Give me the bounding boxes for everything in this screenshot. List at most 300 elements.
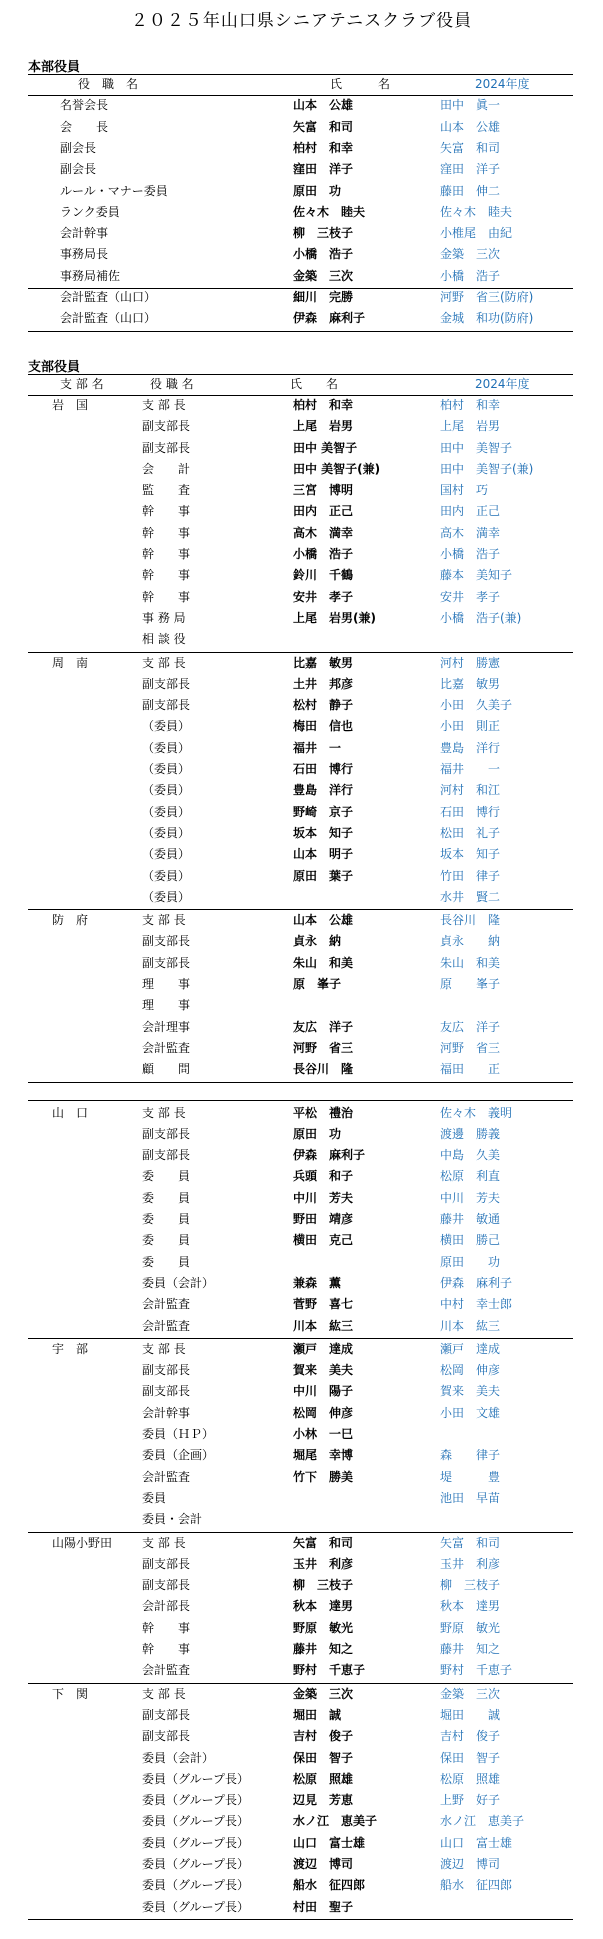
name-cell: 原田 葉子: [293, 868, 354, 883]
table-row: [0, 523, 603, 544]
table-row: [0, 1769, 603, 1790]
prev-cell: 友広 洋子: [440, 1019, 501, 1034]
name-cell: 松村 静子: [293, 698, 354, 713]
role-cell: 会 長: [60, 119, 109, 134]
table-row: [0, 308, 603, 329]
table-row: [0, 1230, 603, 1251]
role-cell: （委員）: [142, 740, 191, 755]
prev-cell: 小橋 浩子: [440, 268, 501, 283]
prev-cell: 石田 博行: [440, 804, 501, 819]
prev-cell: 水井 賢二: [440, 889, 501, 904]
prev-cell: 貞永 納: [440, 934, 501, 949]
role-cell: 副支部長: [142, 1148, 191, 1163]
role-cell: 副支部長: [142, 440, 191, 455]
name-cell: 矢富 和司: [293, 119, 354, 134]
name-cell: 村田 聖子: [293, 1899, 354, 1914]
table-row: [0, 802, 603, 823]
prev-cell: 田中 美智子: [440, 440, 513, 455]
header-prev: 2024年度: [475, 77, 530, 91]
name-cell: 窪田 洋子: [293, 162, 354, 177]
prev-cell: 竹田 律子: [440, 868, 501, 883]
role-cell: 会計部長: [142, 1599, 191, 1614]
role-cell: 支 部 長: [142, 913, 186, 928]
name-cell: 長谷川 隆: [293, 1062, 354, 1077]
prev-cell: 賀来 美夫: [440, 1384, 501, 1399]
role-cell: 副支部長: [142, 676, 191, 691]
prev-cell: 高木 満幸: [440, 525, 501, 540]
table-row: [0, 117, 603, 138]
role-cell: （委員）: [142, 719, 191, 734]
name-cell: 伊森 麻利子: [293, 311, 366, 326]
role-cell: （委員）: [142, 847, 191, 862]
name-cell: 福井 一: [293, 740, 342, 755]
branch-cell: 周 南: [52, 655, 89, 670]
role-cell: 幹 事: [142, 547, 191, 561]
prev-cell: 佐々木 義明: [440, 1105, 513, 1120]
branch-cell: 宇 部: [52, 1341, 89, 1356]
role-cell: 理 事: [142, 977, 191, 991]
table-row: [0, 159, 603, 180]
role-cell: 副支部長: [142, 1556, 191, 1571]
name-cell: 山本 公雄: [293, 98, 354, 113]
name-cell: 平松 禮治: [293, 1105, 354, 1120]
prev-cell: 小橋 浩子(兼): [440, 610, 522, 625]
table-row: [0, 1833, 603, 1854]
table-row: [0, 1166, 603, 1187]
role-cell: 支 部 長: [142, 1341, 186, 1356]
prev-cell: 金築 三次: [440, 1686, 501, 1701]
role-cell: 委員（グループ長）: [142, 1878, 250, 1893]
table-row: [0, 1811, 603, 1832]
prev-cell: 野原 敏光: [440, 1620, 501, 1635]
name-cell: 山本 明子: [293, 847, 354, 862]
name-cell: 坂本 知子: [293, 825, 354, 840]
prev-cell: 松田 礼子: [440, 825, 501, 840]
prev-cell: 国村 巧: [440, 483, 489, 498]
role-cell: 委員: [142, 1490, 167, 1505]
role-cell: 支 部 長: [142, 1535, 186, 1550]
name-cell: 玉井 利彦: [293, 1556, 354, 1571]
table-row: [0, 1554, 603, 1575]
name-cell: 貞永 納: [293, 934, 342, 949]
prev-cell: 水ノ江 恵美子: [440, 1814, 525, 1829]
name-cell: 佐々木 睦夫: [293, 204, 366, 219]
table-row: [0, 1445, 603, 1466]
name-cell: 船水 征四郎: [293, 1878, 366, 1893]
table-row: [0, 438, 603, 459]
group-rule: [28, 1082, 573, 1083]
prev-cell: 藤田 伸二: [440, 183, 501, 198]
role-cell: 委員（会計）: [142, 1275, 215, 1290]
table-row: [0, 1017, 603, 1038]
name-cell: 松岡 伸彦: [293, 1405, 354, 1420]
table-row: [0, 887, 603, 908]
table-row: [0, 266, 603, 287]
prev-cell: 坂本 知子: [440, 847, 501, 862]
role-cell: ルール・マナー委員: [60, 183, 168, 198]
role-cell: 事務局補佐: [60, 268, 121, 283]
prev-cell: 伊森 麻利子: [440, 1275, 513, 1290]
prev-cell: 窪田 洋子: [440, 162, 501, 177]
name-cell: 兼森 薫: [293, 1275, 342, 1290]
table-row: [0, 974, 603, 995]
role-cell: 委員（グループ長）: [142, 1857, 250, 1871]
name-cell: 鈴川 千鶴: [293, 568, 354, 583]
table-row: [0, 1403, 603, 1424]
role-cell: 委員（企画）: [142, 1448, 215, 1463]
prev-cell: 堀田 誠: [440, 1707, 501, 1722]
header-role: 役 職 名: [150, 376, 194, 391]
table-row: [0, 287, 603, 308]
name-cell: 秋本 達男: [293, 1599, 354, 1614]
name-cell: 中川 陽子: [293, 1384, 354, 1399]
table-row: [0, 1424, 603, 1445]
role-cell: 副支部長: [142, 419, 191, 434]
prev-cell: 柳 三枝子: [440, 1578, 501, 1593]
role-cell: 幹 事: [142, 589, 191, 604]
table-row: [0, 565, 603, 586]
role-cell: 委 員: [142, 1169, 191, 1184]
name-cell: 柏村 和幸: [293, 397, 354, 412]
role-cell: 会 計: [142, 461, 191, 476]
table-row: [0, 1897, 603, 1918]
prev-cell: 秋本 達男: [440, 1599, 501, 1614]
name-cell: 細川 完勝: [293, 290, 354, 304]
role-cell: 名誉会長: [60, 98, 109, 113]
table-row: [0, 995, 603, 1016]
prev-cell: 長谷川 隆: [440, 913, 501, 928]
prev-cell: 豊島 洋行: [440, 740, 501, 755]
role-cell: 副支部長: [142, 934, 191, 949]
table-row: [0, 459, 603, 480]
table-row: [0, 1790, 603, 1811]
name-cell: 辺見 芳恵: [293, 1793, 354, 1808]
role-cell: 副支部長: [142, 955, 191, 970]
role-cell: 幹 事: [142, 525, 191, 540]
prev-cell: 金城 和功(防府): [440, 311, 534, 326]
name-cell: 松原 照雄: [293, 1771, 354, 1786]
group-rule: [28, 1919, 573, 1920]
prev-cell: 河村 勝憲: [440, 655, 501, 670]
role-cell: 会計監査: [142, 1663, 191, 1678]
name-cell: 金築 三次: [293, 1686, 354, 1701]
name-cell: 竹下 勝美: [293, 1469, 354, 1484]
name-cell: 中川 芳夫: [293, 1190, 354, 1205]
role-cell: 事 務 局: [142, 610, 186, 625]
name-cell: 堀田 誠: [293, 1707, 342, 1722]
prev-cell: 柏村 和幸: [440, 397, 501, 412]
branch-cell: 岩 国: [52, 397, 89, 412]
role-cell: 副支部長: [142, 1126, 191, 1141]
table-row: [0, 1059, 603, 1080]
name-cell: 堀尾 幸博: [293, 1448, 354, 1463]
role-cell: （委員）: [142, 783, 191, 798]
table-row: [0, 1273, 603, 1294]
name-cell: 高木 満幸: [293, 525, 354, 540]
prev-cell: 山本 公雄: [440, 119, 501, 134]
table-row: [0, 780, 603, 801]
role-cell: 会計監査: [142, 1469, 191, 1484]
table-row: [0, 1103, 603, 1124]
role-cell: 顧 問: [142, 1062, 191, 1077]
branch-cell: 防 府: [52, 913, 89, 928]
role-cell: 会計監査: [142, 1297, 191, 1312]
name-cell: 田中 美智子: [293, 440, 358, 455]
role-cell: 会計幹事: [142, 1405, 191, 1420]
role-cell: 幹 事: [142, 1620, 191, 1635]
role-cell: 副支部長: [142, 1384, 191, 1399]
prev-cell: 玉井 利彦: [440, 1556, 501, 1571]
shibu-heading: 支部役員: [28, 359, 81, 375]
prev-cell: 朱山 和美: [440, 955, 501, 970]
table-row: [0, 910, 603, 931]
table-row: [0, 1618, 603, 1639]
prev-cell: 安井 孝子: [440, 589, 501, 604]
table-row: [0, 695, 603, 716]
table-row: [0, 480, 603, 501]
prev-cell: 山口 富士雄: [440, 1835, 513, 1850]
name-cell: 上尾 岩男(兼): [293, 610, 376, 625]
branch-cell: 山陽小野田: [52, 1535, 113, 1550]
branch-cell: 下 関: [52, 1686, 89, 1701]
role-cell: （委員）: [142, 889, 191, 904]
prev-cell: 比嘉 敏男: [440, 676, 501, 691]
role-cell: ランク委員: [60, 204, 120, 219]
table-row: [0, 674, 603, 695]
name-cell: 上尾 岩男: [293, 419, 354, 434]
table-row: [0, 1684, 603, 1705]
table-row: [0, 1660, 603, 1681]
name-cell: 比嘉 敏男: [293, 655, 354, 670]
name-cell: 柳 三枝子: [293, 1578, 354, 1593]
name-cell: 賀来 美夫: [293, 1363, 354, 1378]
honbu-heading: 本部役員: [28, 60, 81, 75]
prev-cell: 藤井 敏通: [440, 1212, 501, 1226]
table-row: [0, 1488, 603, 1509]
table-row: [0, 844, 603, 865]
table-row: [0, 587, 603, 608]
group-rule: [28, 1100, 573, 1101]
table-row: [0, 1509, 603, 1530]
name-cell: 安井 孝子: [293, 589, 354, 604]
role-cell: 委員（ＨＰ）: [142, 1427, 215, 1441]
name-cell: 柏村 和幸: [293, 140, 354, 155]
name-cell: 菅野 喜七: [293, 1297, 354, 1312]
role-cell: 委員（グループ長）: [142, 1793, 250, 1808]
role-cell: 副支部長: [142, 698, 191, 713]
table-row: [0, 244, 603, 265]
table-row: [0, 759, 603, 780]
table-row: [0, 1875, 603, 1896]
role-cell: 副支部長: [142, 1578, 191, 1593]
page-title: ２０２５年山口県シニアテニスクラブ役員: [130, 11, 473, 31]
prev-cell: 松原 照雄: [440, 1771, 501, 1786]
name-cell: 野原 敏光: [293, 1620, 354, 1635]
prev-cell: 矢富 和司: [440, 140, 501, 155]
table-row: [0, 544, 603, 565]
table-row: [0, 1575, 603, 1596]
name-cell: 原 峯子: [293, 977, 342, 991]
prev-cell: 上野 好子: [440, 1793, 501, 1808]
table-row: [0, 395, 603, 416]
table-row: [0, 1360, 603, 1381]
name-cell: 三宮 博明: [293, 483, 354, 498]
name-cell: 豊島 洋行: [293, 783, 354, 798]
role-cell: 事務局長: [60, 247, 109, 262]
prev-cell: 河野 省三: [440, 1040, 501, 1055]
prev-cell: 矢富 和司: [440, 1535, 501, 1550]
name-cell: 山口 富士雄: [293, 1835, 366, 1850]
table-row: [0, 95, 603, 116]
prev-cell: 船水 征四郎: [440, 1878, 513, 1893]
role-cell: 委員（グループ長）: [142, 1835, 250, 1850]
prev-cell: 渡辺 博司: [440, 1857, 501, 1871]
name-cell: 野村 千恵子: [293, 1663, 366, 1678]
role-cell: （委員）: [142, 762, 191, 776]
role-cell: 監 査: [142, 483, 191, 498]
prev-cell: 瀬戸 達成: [440, 1341, 501, 1356]
name-cell: 梅田 信也: [293, 719, 354, 734]
role-cell: 幹 事: [142, 504, 191, 519]
table-row: [0, 716, 603, 737]
prev-cell: 河野 省三(防府): [440, 290, 534, 304]
table-row: [0, 823, 603, 844]
prev-cell: 藤井 知之: [440, 1642, 501, 1656]
role-cell: （委員）: [142, 868, 191, 883]
header-role: 役 職 名: [78, 77, 139, 91]
table-row: [0, 1533, 603, 1554]
role-cell: 支 部 長: [142, 397, 186, 412]
table-row: [0, 1188, 603, 1209]
prev-cell: 小橋 浩子: [440, 547, 501, 561]
prev-cell: 小田 久美子: [440, 698, 513, 713]
prev-cell: 松岡 伸彦: [440, 1363, 501, 1378]
prev-cell: 野村 千恵子: [440, 1663, 513, 1678]
role-cell: 副支部長: [142, 1707, 191, 1722]
role-cell: 副支部長: [142, 1363, 191, 1378]
name-cell: 原田 功: [293, 1126, 342, 1141]
table-row: [0, 416, 603, 437]
role-cell: 委員（グループ長）: [142, 1814, 250, 1829]
name-cell: 河野 省三: [293, 1040, 354, 1055]
prev-cell: 池田 早苗: [440, 1490, 501, 1505]
table-row: [0, 1209, 603, 1230]
role-cell: 委 員: [142, 1254, 191, 1269]
table-row: [0, 1596, 603, 1617]
name-cell: 朱山 和美: [293, 955, 354, 970]
prev-cell: 小椎尾 由紀: [440, 226, 513, 241]
name-cell: 伊森 麻利子: [293, 1148, 366, 1163]
role-cell: 委員（グループ長）: [142, 1899, 250, 1914]
role-cell: 支 部 長: [142, 655, 186, 670]
role-cell: 副会長: [60, 140, 97, 155]
table-row: [0, 1381, 603, 1402]
role-cell: 会計監査: [142, 1318, 191, 1333]
prev-cell: 藤本 美知子: [440, 568, 513, 583]
prev-cell: 松原 利直: [440, 1169, 501, 1184]
table-row: [0, 223, 603, 244]
name-cell: 吉村 俊子: [293, 1729, 354, 1744]
role-cell: 副支部長: [142, 1729, 191, 1744]
role-cell: 委 員: [142, 1212, 191, 1226]
name-cell: 小橋 浩子: [293, 247, 354, 262]
prev-cell: 河村 和江: [440, 783, 501, 798]
role-cell: 幹 事: [142, 1642, 191, 1656]
table-row: [0, 202, 603, 223]
role-cell: 委 員: [142, 1190, 191, 1205]
prev-cell: 原 峯子: [440, 977, 501, 991]
name-cell: 水ノ江 恵美子: [293, 1814, 378, 1829]
table-row: [0, 501, 603, 522]
name-cell: 山本 公雄: [293, 913, 354, 928]
name-cell: 川本 紘三: [293, 1318, 354, 1333]
role-cell: 委員（グループ長）: [142, 1771, 250, 1786]
prev-cell: 原田 功: [440, 1254, 501, 1269]
prev-cell: 森 律子: [440, 1448, 501, 1463]
prev-cell: 上尾 岩男: [440, 419, 501, 434]
role-cell: 会計理事: [142, 1019, 191, 1034]
prev-cell: 佐々木 睦夫: [440, 204, 513, 219]
role-cell: 委 員: [142, 1233, 191, 1248]
table-row: [0, 653, 603, 674]
role-cell: 相 談 役: [142, 632, 186, 647]
name-cell: 田内 正己: [293, 504, 354, 519]
prev-cell: 小田 文雄: [440, 1405, 501, 1420]
prev-cell: 福田 正: [440, 1062, 501, 1077]
prev-cell: 保田 智子: [440, 1750, 501, 1765]
name-cell: 石田 博行: [293, 762, 354, 776]
table-row: [0, 1252, 603, 1273]
role-cell: （委員）: [142, 804, 191, 819]
prev-cell: 吉村 俊子: [440, 1729, 501, 1744]
header-name: 氏 名: [330, 77, 391, 91]
table-row: [0, 1748, 603, 1769]
name-cell: 金築 三次: [293, 268, 354, 283]
table-row: [0, 1705, 603, 1726]
table-row: [0, 866, 603, 887]
table-row: [0, 1639, 603, 1660]
name-cell: 田中 美智子(兼): [293, 461, 381, 476]
table-row: [0, 1124, 603, 1145]
prev-cell: 中川 芳夫: [440, 1190, 501, 1205]
prev-cell: 堤 豊: [440, 1469, 501, 1484]
role-cell: （委員）: [142, 825, 191, 840]
prev-cell: 横田 勝己: [440, 1233, 501, 1248]
shibu-header-row: [0, 374, 603, 395]
role-cell: 委員（会計）: [142, 1750, 215, 1765]
role-cell: 会計監査: [142, 1040, 191, 1055]
role-cell: 会計監査（山口）: [60, 311, 157, 326]
table-row: [0, 608, 603, 629]
table-row: [0, 1038, 603, 1059]
name-cell: 保田 智子: [293, 1750, 354, 1765]
table-row: [0, 1339, 603, 1360]
table-row: [0, 1467, 603, 1488]
header-name: 氏 名: [290, 376, 339, 391]
prev-cell: 川本 紘三: [440, 1318, 501, 1333]
table-row: [0, 953, 603, 974]
name-cell: 瀬戸 達成: [293, 1341, 354, 1356]
table-row: [0, 931, 603, 952]
table-row: [0, 1854, 603, 1875]
table-row: [0, 629, 603, 650]
name-cell: 野崎 京子: [293, 804, 354, 819]
prev-cell: 田内 正己: [440, 504, 501, 519]
header-branch: 支 部 名: [60, 376, 104, 391]
name-cell: 土井 邦彦: [293, 676, 354, 691]
name-cell: 原田 功: [293, 183, 342, 198]
name-cell: 渡辺 博司: [293, 1857, 354, 1871]
